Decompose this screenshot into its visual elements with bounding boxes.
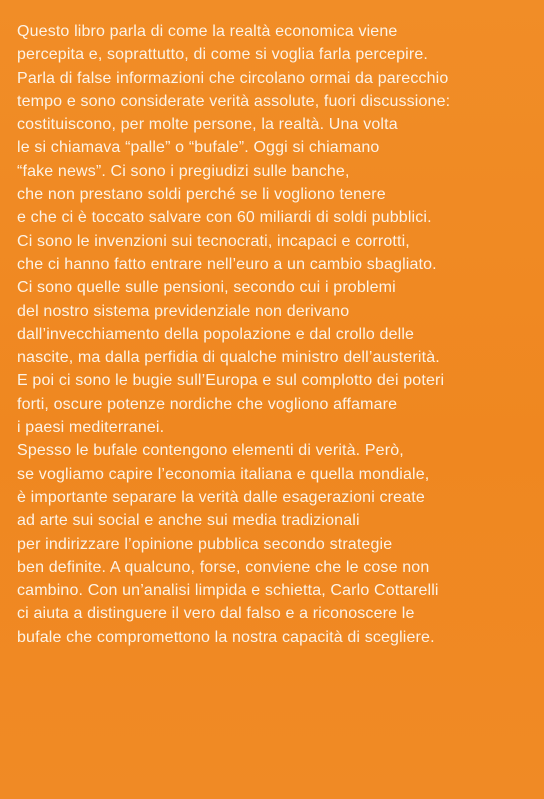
blurb-line: percepita e, soprattutto, di come si voglia farla percepire. [17,46,428,64]
blurb-line: del nostro sistema previdenziale non derivano [17,302,350,320]
blurb-line: per indirizzare l’opinione pubblica secondo strategie [17,535,393,553]
blurb-line: “fake news”. Ci sono i pregiudizi sulle banche, [17,162,350,180]
blurb-line: ci aiuta a distinguere il vero dal falso e a riconoscere le [17,605,415,623]
blurb-line: forti, oscure potenze nordiche che vogliono affamare [17,395,398,413]
blurb-line: è importante separare la verità dalle esagerazioni create [17,488,425,506]
blurb-line: tempo e sono considerate verità assolute, fuori discussione: [17,92,451,110]
blurb-line: E poi ci sono le bugie sull’Europa e sul complotto dei poteri [17,372,445,390]
blurb-line: e che ci è toccato salvare con 60 miliardi di soldi pubblici. [17,209,432,227]
blurb-line: nascite, ma dalla perfidia di qualche ministro dell’austerità. [17,349,440,367]
blurb-line: che non prestano soldi perché se li vogliono tenere [17,186,386,204]
blurb-text [17,20,537,649]
blurb-line: che ci hanno fatto entrare nell’euro a un cambio sbagliato. [17,255,437,273]
blurb-line: dall’invecchiamento della popolazione e dal crollo delle [17,325,415,343]
blurb-line: cambino. Con un’analisi limpida e schietta, Carlo Cottarelli [17,582,439,600]
blurb-line: se vogliamo capire l’economia italiana e quella mondiale, [17,465,430,483]
blurb-line: Questo libro parla di come la realtà economica viene [17,23,398,40]
blurb-line: ben definite. A qualcuno, forse, conviene che le cose non [17,558,430,576]
blurb-line: Ci sono le invenzioni sui tecnocrati, incapaci e corrotti, [17,232,410,250]
blurb-line: le si chiamava “palle” o “bufale”. Oggi si chiamano [17,139,380,157]
blurb-line: Ci sono quelle sulle pensioni, secondo cui i problemi [17,279,396,297]
blurb-line: i paesi mediterranei. [17,419,165,437]
blurb-line: Parla di false informazioni che circolano ormai da parecchio [17,69,449,87]
blurb-line: bufale che compromettono la nostra capacità di scegliere. [17,628,435,646]
blurb-line: ad arte sui social e anche sui media tradizionali [17,512,360,530]
blurb-line: costituiscono, per molte persone, la realtà. Una volta [17,116,398,134]
blurb-line: Spesso le bufale contengono elementi di verità. Però, [17,442,404,460]
